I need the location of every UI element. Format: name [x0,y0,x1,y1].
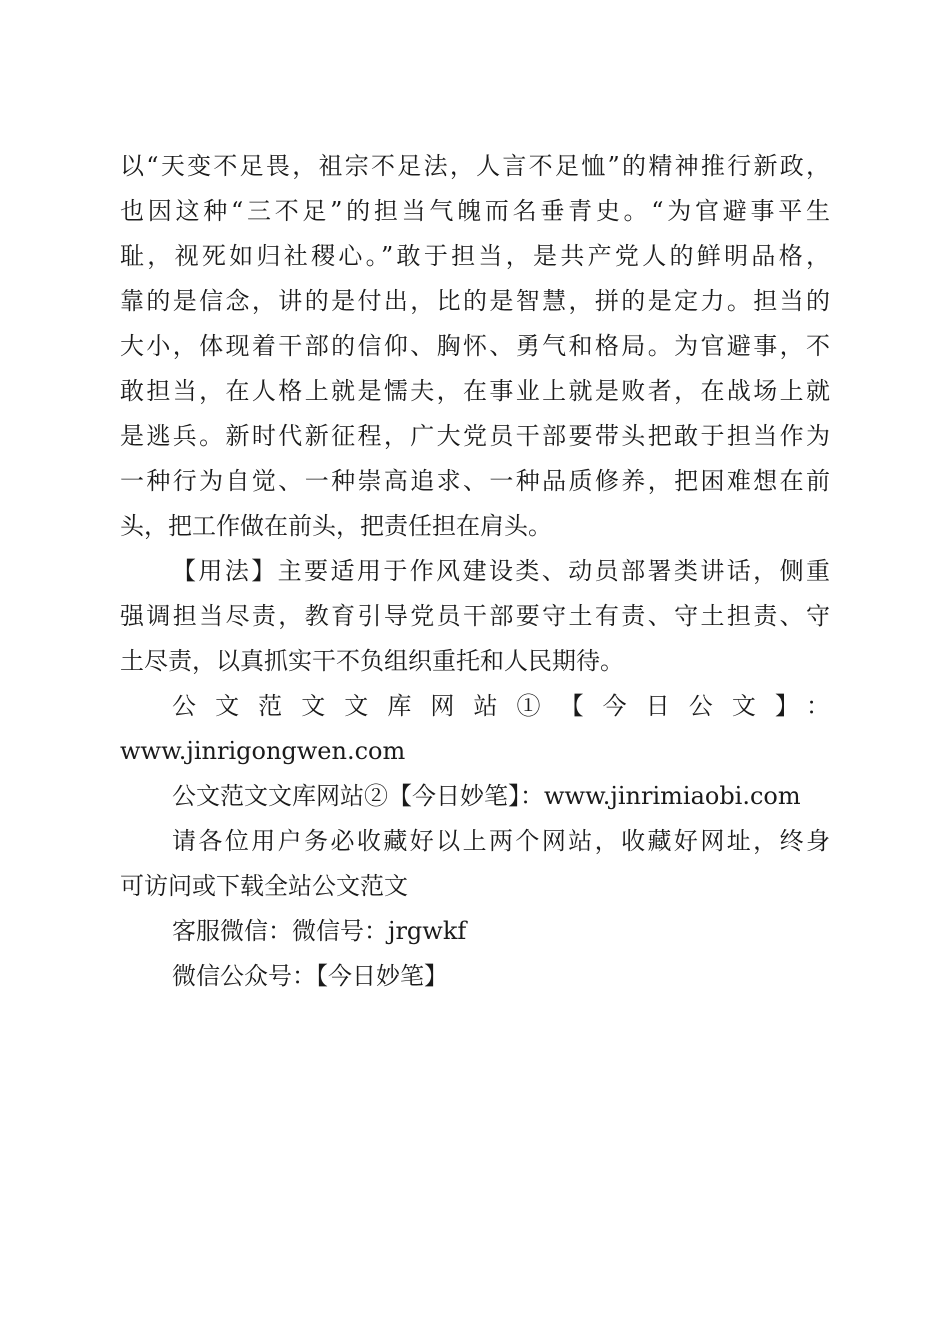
body-line: 是逃兵。新时代新征程，广大党员干部要带头把敢于担当作为 [120,422,830,450]
body-line: 耻，视死如归社稷心。”敢于担当，是共产党人的鲜明品格， [120,242,830,270]
site2-line[interactable]: 公文范文文库网站②【今日妙笔】：www.jinrimiaobi.com [172,782,801,810]
body-line: 也因这种“三不足”的担当气魄而名垂青史。“为官避事平生 [120,197,830,225]
notice-line: 请各位用户务必收藏好以上两个网站，收藏好网址，终身 [172,827,830,855]
site1-url[interactable]: www.jinrigongwen.com [120,737,406,765]
body-line: 靠的是信念，讲的是付出，比的是智慧，拼的是定力。担当的 [120,287,830,315]
body-line: 以“天变不足畏，祖宗不足法，人言不足恤”的精神推行新政， [120,152,830,180]
customer-service-line: 客服微信：微信号：jrgwkf [172,917,467,945]
body-line: 敢担当，在人格上就是懦夫，在事业上就是败者，在战场上就 [120,377,830,405]
body-line: 一种行为自觉、一种崇高追求、一种品质修养，把困难想在前 [120,467,830,495]
body-line: 大小，体现着干部的信仰、胸怀、勇气和格局。为官避事，不 [120,332,830,360]
notice-line: 可访问或下载全站公文范文 [120,872,408,900]
body-line: 头，把工作做在前头，把责任担在肩头。 [120,512,552,540]
usage-line: 土尽责，以真抓实干不负组织重托和人民期待。 [120,647,624,675]
wechat-account-line: 微信公众号：【今日妙笔】 [172,962,448,990]
document-page [120,144,830,999]
site1-label: 公文范文文库网站①【今日公文】： [172,692,830,720]
usage-line: 强调担当尽责，教育引导党员干部要守土有责、守土担责、守 [120,602,830,630]
usage-line: 【用法】主要适用于作风建设类、动员部署类讲话，侧重 [172,557,830,585]
